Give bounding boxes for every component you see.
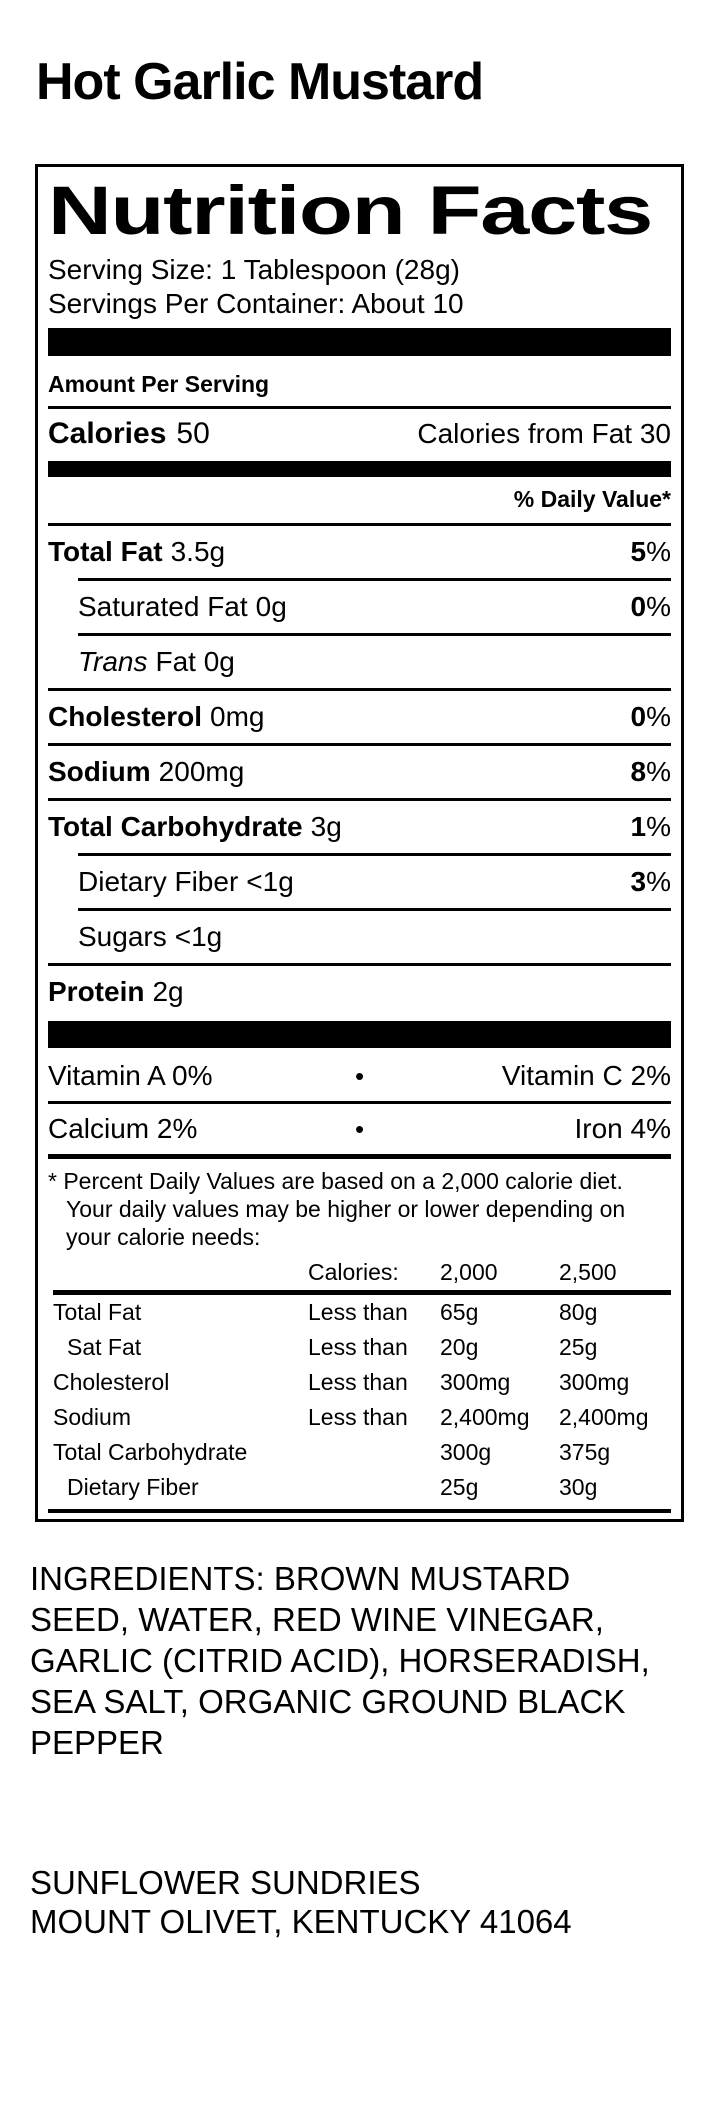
nutrient-label bbox=[48, 702, 265, 732]
footnote-cell: 25g bbox=[440, 1474, 479, 1500]
nutrient-amount: 2g bbox=[152, 976, 184, 1007]
footnote-cell: 2,400mg bbox=[559, 1404, 649, 1430]
calcium-value: Calcium 2% bbox=[48, 1113, 198, 1144]
footnote-cell bbox=[308, 1470, 440, 1505]
serving-size-text: Serving Size: 1 Tablespoon (28g) bbox=[48, 254, 460, 285]
nutrient-row-protein bbox=[48, 966, 671, 1018]
nutrient-amount: Fat 0g bbox=[155, 646, 235, 677]
footnote-cell: Sodium bbox=[53, 1404, 131, 1430]
footnote-text: * Percent Daily Values are based on a 2,000 calorie diet. Your daily values may be higher or lower depending on your calorie needs: bbox=[48, 1168, 626, 1250]
nutrient-label bbox=[78, 922, 222, 952]
footnote-cell: Total Fat bbox=[53, 1299, 142, 1325]
nutrient-amount: 200mg bbox=[158, 756, 245, 787]
nutrient-name: Total Fat bbox=[48, 536, 163, 567]
nutrient-daily-value: 0% bbox=[630, 701, 671, 732]
separator-bar-medium bbox=[48, 461, 671, 477]
nutrient-row-saturated-fat bbox=[48, 581, 671, 633]
footnote-col-header-calories: Calories: bbox=[308, 1259, 399, 1285]
servings-per-container-text: Servings Per Container: About 10 bbox=[48, 288, 464, 319]
footnote-cell: 30g bbox=[559, 1474, 598, 1500]
percent-sign: % bbox=[646, 701, 671, 732]
calories-value: 50 bbox=[176, 417, 210, 450]
nutrient-amount: 0mg bbox=[210, 701, 265, 732]
nutrient-row-trans-fat bbox=[48, 636, 671, 688]
nutrient-row-cholesterol bbox=[48, 691, 671, 743]
manufacturer-block bbox=[30, 1863, 718, 1941]
vitamin-a-value: Vitamin A 0% bbox=[48, 1060, 213, 1091]
daily-value-header: % Daily Value* bbox=[513, 486, 671, 512]
calories-row bbox=[48, 409, 671, 461]
footnote-cell: 375g bbox=[559, 1439, 611, 1465]
nutrient-amount: <1g bbox=[174, 921, 223, 952]
percent-sign: % bbox=[646, 536, 671, 567]
ingredients-text: INGREDIENTS: BROWN MUSTARD SEED, WATER, RED WINE VINEGAR, GARLIC (CITRID ACID), HORSERADISH, SEA SALT, ORGANIC GROUND BLACK PEPPER bbox=[30, 1560, 650, 1761]
nutrient-label bbox=[78, 647, 235, 677]
vitamin-row bbox=[48, 1104, 671, 1154]
nutrient-daily-value: 5% bbox=[630, 536, 671, 567]
product-title: Hot Garlic Mustard bbox=[36, 53, 484, 111]
manufacturer-name: SUNFLOWER SUNDRIES bbox=[30, 1864, 421, 1901]
nutrient-daily-value: 8% bbox=[630, 756, 671, 787]
separator-bar-thick bbox=[48, 1021, 671, 1048]
footnote-col-header-blank bbox=[53, 1255, 308, 1290]
footnote-cell: Sat Fat bbox=[67, 1334, 142, 1360]
nutrient-label bbox=[48, 812, 342, 842]
bullet-separator-icon: • bbox=[354, 1114, 365, 1144]
separator-bar-thick bbox=[48, 328, 671, 356]
nutrient-label bbox=[48, 757, 244, 787]
nutrient-name: Dietary Fiber bbox=[78, 866, 239, 897]
calories-label-group bbox=[48, 418, 210, 450]
footnote-cell: Less than bbox=[308, 1404, 408, 1430]
percent-sign: % bbox=[646, 591, 671, 622]
calories-label: Calories bbox=[48, 417, 167, 450]
nutrient-row-sodium bbox=[48, 746, 671, 798]
footnote-table bbox=[53, 1255, 671, 1505]
footnote-cell: 300mg bbox=[559, 1369, 630, 1395]
nutrient-daily-value: 3% bbox=[630, 866, 671, 897]
nutrient-amount: <1g bbox=[246, 866, 294, 897]
nutrient-row-total-carbohydrate bbox=[48, 801, 671, 853]
footnote-col-header-2500: 2,500 bbox=[559, 1259, 617, 1285]
nutrient-amount: 3.5g bbox=[170, 536, 226, 567]
vitamin-c-value: Vitamin C 2% bbox=[501, 1060, 671, 1091]
footnote-cell: Less than bbox=[308, 1299, 408, 1325]
nutrient-label bbox=[78, 592, 287, 622]
footnote-cell: Less than bbox=[308, 1369, 408, 1395]
footnote-cell: Dietary Fiber bbox=[67, 1474, 199, 1500]
divider-heavy bbox=[48, 1509, 671, 1513]
nutrient-row-total-fat bbox=[48, 526, 671, 578]
bullet-separator-icon: • bbox=[354, 1061, 365, 1091]
footnote-cell: 65g bbox=[440, 1299, 479, 1325]
footnote-cell bbox=[308, 1435, 440, 1470]
nutrient-row-sugars bbox=[48, 911, 671, 963]
nutrient-name: Cholesterol bbox=[48, 701, 203, 732]
footnote-cell: 300g bbox=[440, 1439, 492, 1465]
nutrient-name: Saturated Fat bbox=[78, 591, 248, 622]
nutrient-amount: 3g bbox=[310, 811, 342, 842]
iron-value: Iron 4% bbox=[574, 1113, 671, 1144]
footnote-col-header-2000: 2,000 bbox=[440, 1259, 498, 1285]
nutrient-label bbox=[78, 867, 294, 897]
percent-sign: % bbox=[646, 866, 671, 897]
footnote-cell: 2,400mg bbox=[440, 1404, 530, 1430]
footnote-cell: 20g bbox=[440, 1334, 479, 1360]
nutrition-facts-panel bbox=[35, 164, 684, 1522]
vitamin-row bbox=[48, 1051, 671, 1101]
nutrient-name: Sodium bbox=[48, 756, 151, 787]
nutrient-amount: 0g bbox=[255, 591, 287, 622]
nutrient-name: Total Carbohydrate bbox=[48, 811, 303, 842]
calories-from-fat: Calories from Fat 30 bbox=[417, 418, 671, 449]
nutrient-name: Trans bbox=[78, 646, 148, 677]
footnote-cell: 80g bbox=[559, 1299, 598, 1325]
manufacturer-address: MOUNT OLIVET, KENTUCKY 41064 bbox=[30, 1903, 572, 1940]
divider-heavy bbox=[48, 1154, 671, 1159]
percent-sign: % bbox=[646, 756, 671, 787]
footnote-cell: Total Carbohydrate bbox=[53, 1439, 248, 1465]
nutrient-daily-value: 0% bbox=[630, 591, 671, 622]
nutrition-facts-title-wrap bbox=[48, 171, 671, 249]
nutrient-daily-value: 1% bbox=[630, 811, 671, 842]
footnote-cell: Less than bbox=[308, 1334, 408, 1360]
nutrient-row-dietary-fiber bbox=[48, 856, 671, 908]
serving-info bbox=[48, 253, 671, 321]
nutrition-facts-title: Nutrition Facts bbox=[48, 172, 652, 249]
footnote-cell: Cholesterol bbox=[53, 1369, 170, 1395]
nutrient-name: Protein bbox=[48, 976, 145, 1007]
nutrient-label bbox=[48, 537, 225, 567]
amount-per-serving-label: Amount Per Serving bbox=[48, 371, 270, 397]
footnote-cell: 25g bbox=[559, 1334, 598, 1360]
footnote-cell: 300mg bbox=[440, 1369, 511, 1395]
nutrient-name: Sugars bbox=[78, 921, 167, 952]
nutrient-label bbox=[48, 977, 184, 1007]
percent-sign: % bbox=[646, 811, 671, 842]
